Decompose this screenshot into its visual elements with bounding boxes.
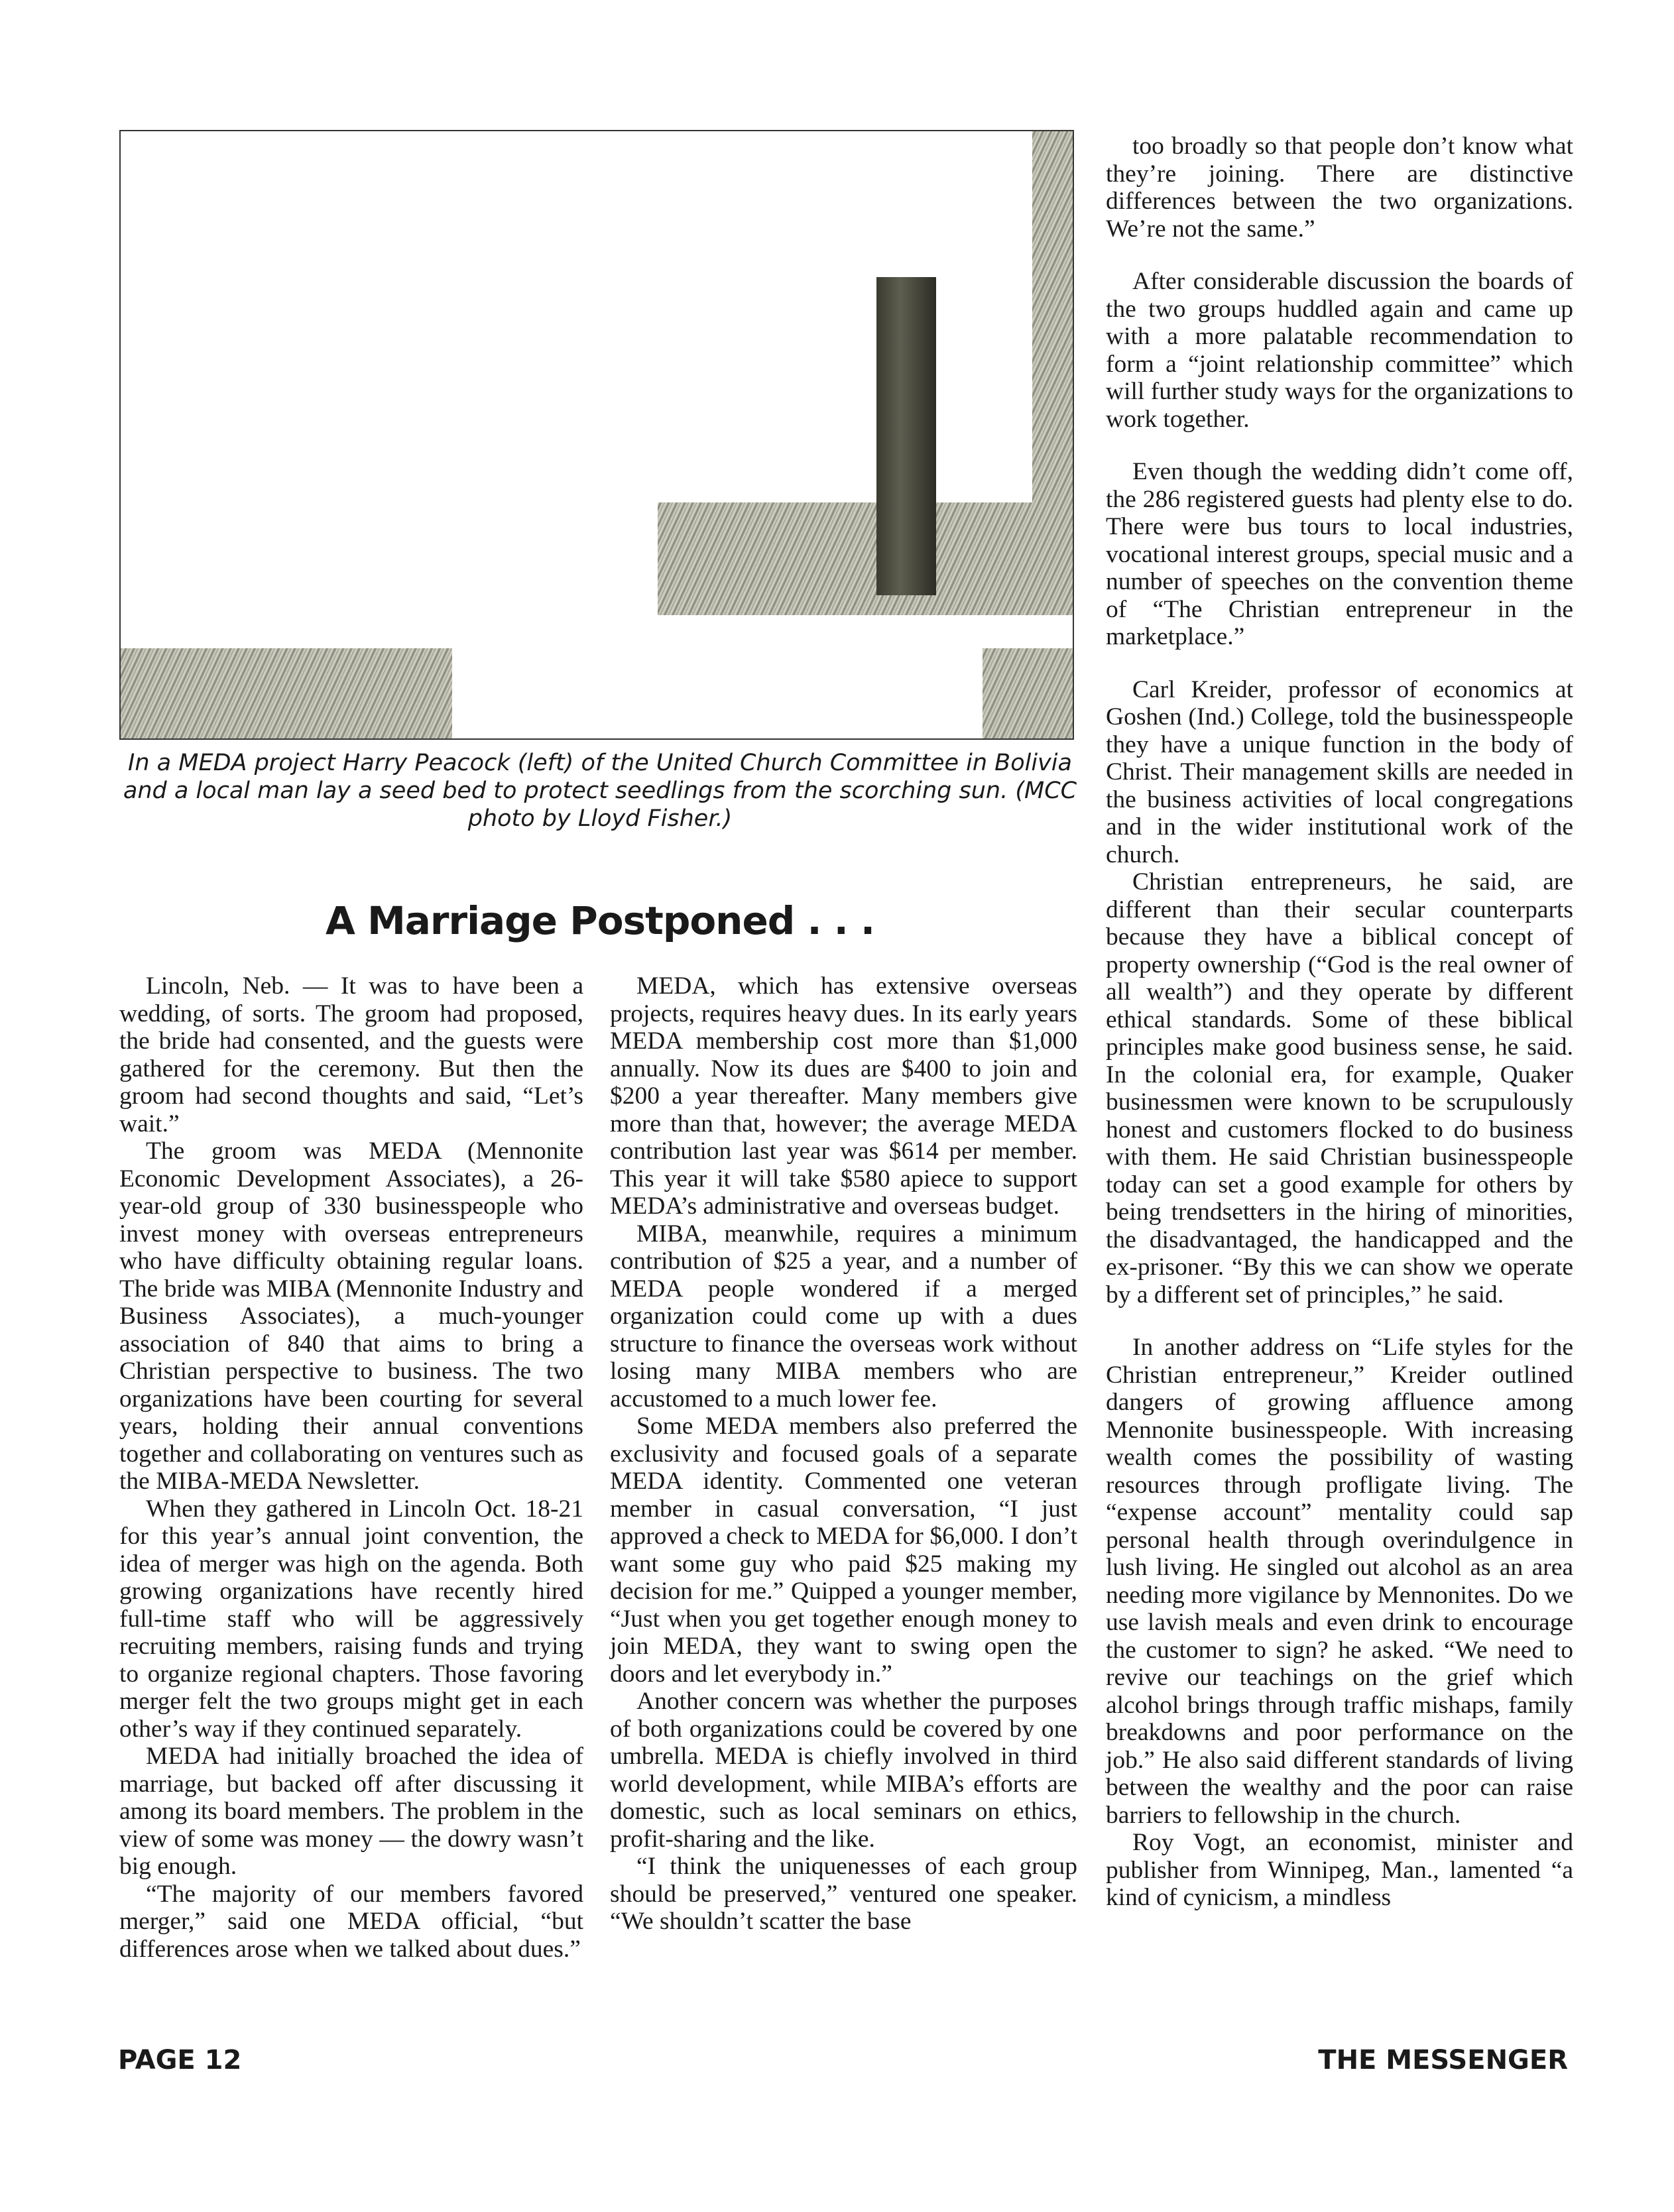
publication-name: THE MESSENGER (1318, 2045, 1568, 2075)
page-number: PAGE 12 (118, 2045, 242, 2075)
article-column-1 (119, 972, 583, 1963)
paragraph: MIBA, meanwhile, requires a minimum contribution of $25 a year, and a number of MEDA people wondered if a merged organization could come up with a dues structure to finance the overseas work without losing many MIBA members who are accustomed to a much lower fee. (610, 1220, 1077, 1413)
photo-caption: In a MEDA project Harry Peacock (left) of the United Church Committee in Bolivia and a local man lay a seed bed to protect seedlings from the scorching sun. (MCC photo by Lloyd Fisher.) (123, 750, 1077, 832)
paragraph: In another address on “Life styles for the Christian entrepreneur,” Kreider outlined dangers of growing affluence among Mennonite businesspeople. With increasing wealth comes the possibility of wasting resources through profligate living. The “expense account” mentality could sap personal health through overindulgence in lush living. He singled out alcohol as an area needing more vigilance by Mennonites. Do we use lavish meals and even drink to encourage the customer to sign? he asked. “We need to revive our teachings on the grief which alcohol brings through traffic mishaps, family breakdowns and poor performance on the job.” He also said different standards of living between the wealthy and the poor can raise barriers to fellowship in the church. (1106, 1334, 1573, 1829)
paragraph: Some MEDA members also preferred the exclusivity and focused goals of a separate MEDA identity. Commented one veteran member in casual conversation, “I just approved a check to MEDA for $6,000. I don’t want some guy who paid $25 making my decision for me.” Quipped a younger member, “Just when you get together enough money to join MEDA, they want to swing open the doors and let everybody in.” (610, 1413, 1077, 1688)
article-headline: A Marriage Postponed . . . (326, 898, 874, 943)
photo-whiteout (121, 502, 658, 615)
paragraph: Another concern was whether the purposes of both organizations could be covered by one umbrella. MEDA is chiefly involved in third world development, while MIBA’s efforts are domestic, such as local seminars on ethics, profit-sharing and the like. (610, 1688, 1077, 1853)
photo-whiteout (452, 648, 983, 740)
article-column-3 (1106, 133, 1573, 1912)
paragraph: Roy Vogt, an economist, minister and publisher from Winnipeg, Man., lamented “a kind of cynicism, a mindless (1106, 1829, 1573, 1911)
paragraph: Lincoln, Neb. — It was to have been a wedding, of sorts. The groom had proposed, the bride had consented, and the guests were gathered for the ceremony. But then the groom had second thoughts and said, “Let’s wait.” (119, 972, 583, 1137)
photo-whiteout (121, 615, 1074, 648)
photo-figure (876, 277, 936, 595)
paragraph: MEDA had initially broached the idea of marriage, but backed off after discussing it among its board members. The problem in the view of some was money — the dowry wasn’t big enough. (119, 1743, 583, 1880)
paragraph: “The majority of our members favored merger,” said one MEDA official, “but differences arose when we talked about dues.” (119, 1880, 583, 1963)
article-photo (119, 130, 1074, 740)
paragraph: MEDA, which has extensive overseas projects, requires heavy dues. In its early years MEDA membership cost more than $1,000 annually. Now its dues are $400 to join and $200 a year thereafter. Many members give more than that, however; the average MEDA contribution last year was $614 per member. This year it will take $580 apiece to support MEDA’s administrative and overseas budget. (610, 972, 1077, 1220)
paragraph: Even though the wedding didn’t come off, the 286 registered guests had plenty else to do. There were bus tours to local industries, vocational interest groups, special music and a number of speeches on the convention theme of “The Christian entrepreneur in the marketplace.” (1106, 458, 1573, 650)
article-column-2 (610, 972, 1077, 1936)
paragraph: Carl Kreider, professor of economics at Goshen (Ind.) College, told the businesspeople they have a unique function in the body of Christ. Their management skills are needed in the business activities of local congregations and in the wider institutional work of the church. (1106, 675, 1573, 868)
paragraph: The groom was MEDA (Mennonite Economic Development Associates), a 26-year-old group of 330 businesspeople who invest money with overseas entrepreneurs who have difficulty obtaining regular loans. The bride was MIBA (Mennonite Industry and Business Associates), a much-younger association of 840 that aims to bring a Christian perspective to business. The two organizations have been courting for several years, holding their annual conventions together and collaborating on ventures such as the MIBA-MEDA Newsletter. (119, 1137, 583, 1495)
paragraph: too broadly so that people don’t know what they’re joining. There are distinctive differences between the two organizations. We’re not the same.” (1106, 133, 1573, 243)
paragraph: Christian entrepreneurs, he said, are different than their secular counterparts because they have a biblical concept of property ownership (“God is the real owner of all wealth”) and they operate by different ethical standards. Some of these biblical principles make good business sense, he said. In the colonial era, for example, Quaker businessmen were known to be scrupulously honest and customers flocked to do business with them. He said Christian businesspeople today can set a good example for others by being trendsetters in the hiring of minorities, the disadvantaged, the handicapped and the ex-prisoner. “By this we can show we operate by a different set of principles,” he said. (1106, 868, 1573, 1309)
paragraph: After considerable discussion the boards of the two groups huddled again and came up with a more palatable recommendation to form a “joint relationship committee” which will further study ways for the organizations to work together. (1106, 268, 1573, 433)
paragraph: When they gathered in Lincoln Oct. 18-21 for this year’s annual joint convention, the idea of merger was high on the agenda. Both growing organizations have recently hired full-time staff who will be aggressively recruiting members, raising funds and trying to organize regional chapters. Those favoring merger felt the two groups might get in each other’s way if they continued separately. (119, 1495, 583, 1743)
paragraph: “I think the uniquenesses of each group should be preserved,” ventured one speaker. “We shouldn’t scatter the base (610, 1853, 1077, 1935)
